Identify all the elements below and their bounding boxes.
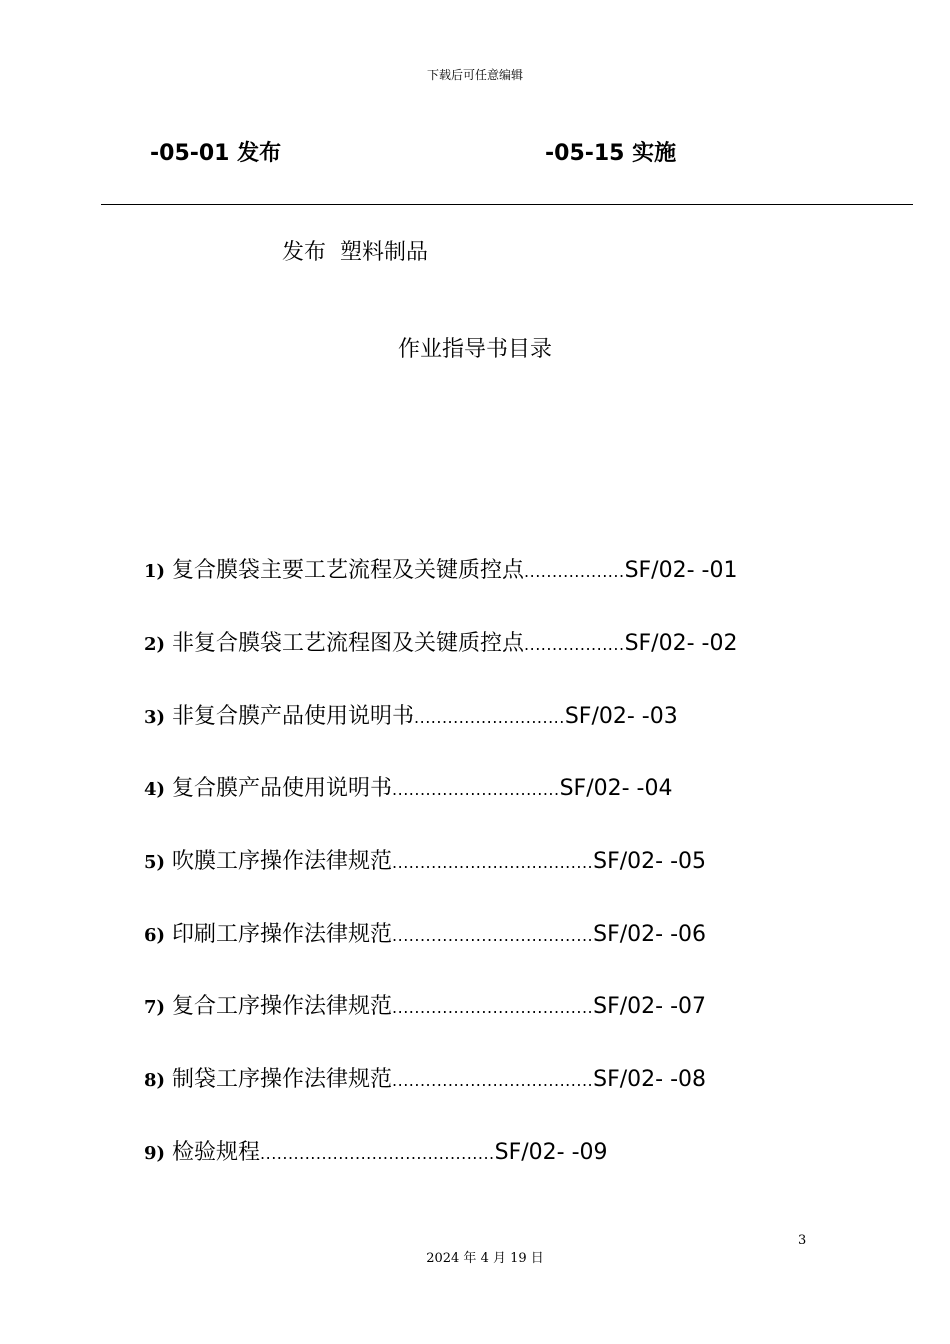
toc-item-code: SF/02- -09: [494, 1140, 608, 1165]
toc-item-number: 7): [144, 997, 166, 1018]
toc-item-number: 5): [144, 852, 166, 873]
toc-item-title: 复合膜产品使用说明书: [172, 776, 393, 801]
toc-item-number: 2): [144, 634, 166, 655]
toc-item-title: 复合膜袋主要工艺流程及关键质控点: [172, 558, 525, 583]
toc-item-leader: ....................................: [392, 998, 594, 1017]
toc-item-code: SF/02- -07: [593, 994, 706, 1019]
toc-item-leader: ..................: [524, 562, 625, 581]
toc-item-title: 印刷工序操作法律规范: [172, 922, 393, 947]
toc-item-code: SF/02- -04: [559, 776, 673, 801]
toc-item-leader: ....................................: [392, 926, 594, 945]
toc-item-title: 吹膜工序操作法律规范: [172, 849, 393, 874]
toc-item-leader: ....................................: [392, 853, 594, 872]
page-number: 3: [798, 1233, 807, 1248]
toc-item-leader: ..............................: [392, 780, 560, 799]
toc-item-leader: ....................................: [392, 1071, 594, 1090]
toc-item: [144, 699, 678, 729]
toc-item-code: SF/02- -08: [593, 1067, 706, 1092]
toc-item: [144, 771, 672, 801]
publisher-name: 塑料制品: [340, 240, 429, 265]
toc-item-code: SF/02- -01: [624, 558, 738, 583]
toc-item-number: 6): [144, 925, 166, 946]
toc-item-code: SF/02- -02: [624, 631, 738, 656]
toc-item-leader: ..................: [524, 635, 625, 654]
publisher-label: 发布: [282, 240, 327, 265]
toc-item: [144, 1135, 608, 1165]
toc-item-number: 9): [144, 1143, 166, 1164]
toc-item-number: 1): [144, 561, 166, 582]
toc-title: 作业指导书目录: [397, 337, 552, 362]
toc-item: [144, 844, 706, 874]
toc-item-code: SF/02- -05: [593, 849, 706, 874]
toc-item-code: SF/02- -06: [593, 922, 706, 947]
toc-item-code: SF/02- -03: [564, 704, 678, 729]
toc-item-title: 非复合膜袋工艺流程图及关键质控点: [172, 631, 525, 656]
toc-item-number: 4): [144, 779, 166, 800]
toc-item: [144, 989, 706, 1019]
horizontal-rule: [101, 204, 913, 205]
toc-item-title: 检验规程: [172, 1140, 261, 1165]
toc-item-title: 制袋工序操作法律规范: [172, 1067, 393, 1092]
footer-date: 2024 年 4 月 19 日: [426, 1251, 544, 1266]
toc-item-number: 8): [144, 1070, 166, 1091]
toc-item: [144, 553, 737, 583]
toc-item: [144, 626, 737, 656]
toc-item-leader: ..........................................: [260, 1144, 495, 1163]
toc-item-leader: ...........................: [414, 708, 565, 727]
implement-date: -05-15 实施: [545, 141, 677, 166]
publisher-line: [282, 235, 428, 266]
header-note: 下载后可任意编辑: [426, 68, 523, 82]
toc-item: [144, 1062, 706, 1092]
toc-item-title: 复合工序操作法律规范: [172, 994, 393, 1019]
publish-date: -05-01 发布: [150, 141, 282, 166]
toc-item: [144, 917, 706, 947]
toc-item-number: 3): [144, 707, 166, 728]
toc-item-title: 非复合膜产品使用说明书: [172, 704, 415, 729]
